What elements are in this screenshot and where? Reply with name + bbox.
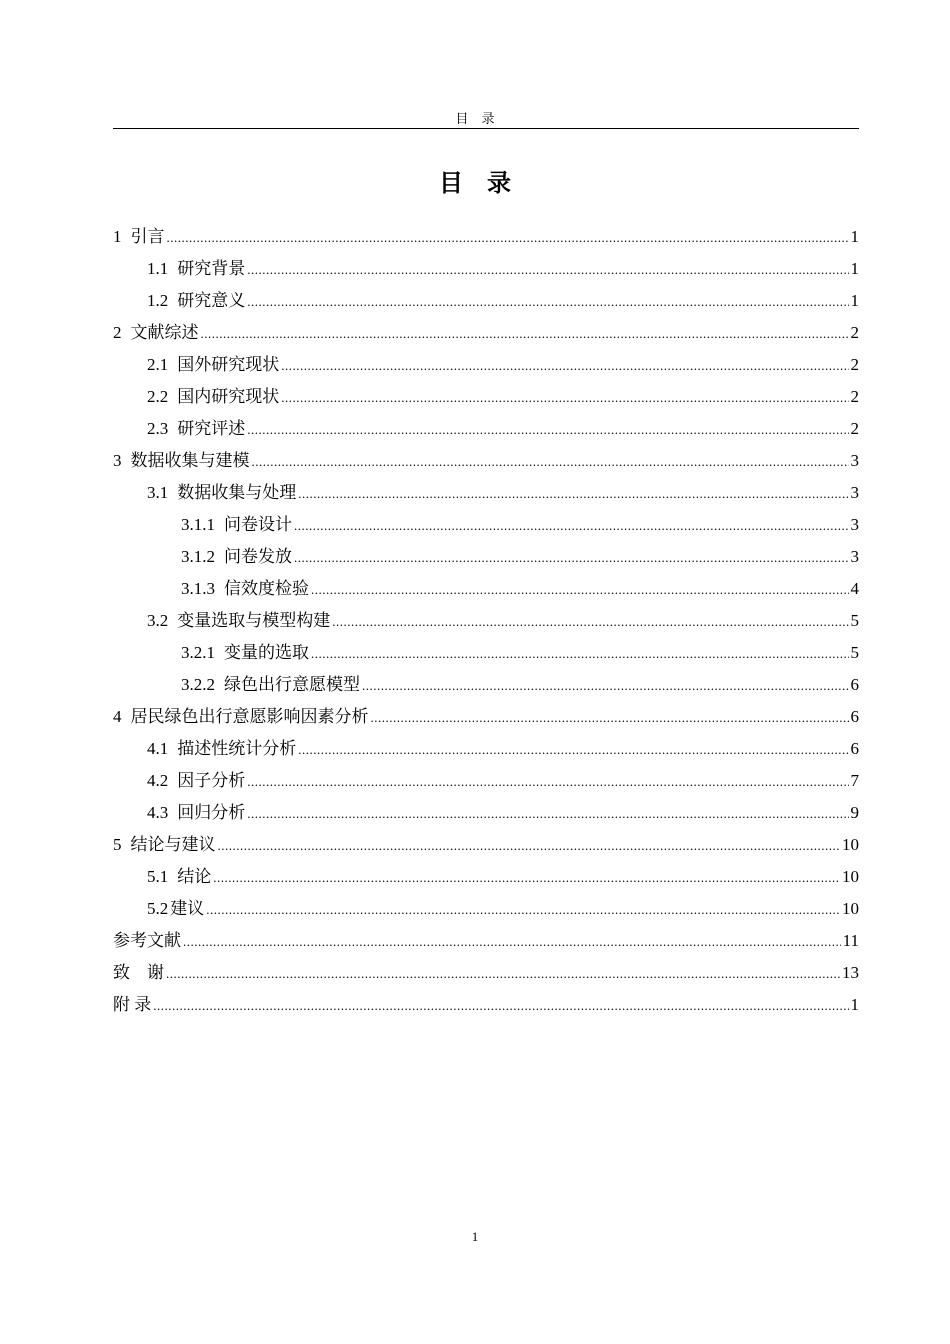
toc-entry-title: 研究评述	[177, 419, 246, 438]
toc-entry-number: 1.1	[147, 259, 169, 278]
toc-entry-page: 2	[850, 355, 859, 374]
toc-entry-page: 3	[850, 451, 859, 470]
toc-entry[interactable]	[113, 989, 859, 1021]
dot-leader	[166, 958, 840, 990]
toc-entry-number: 1.2	[147, 291, 169, 310]
toc-entry-page: 1	[850, 227, 859, 246]
toc-entry[interactable]	[113, 733, 859, 765]
toc-entry[interactable]	[113, 573, 859, 605]
dot-leader	[252, 446, 849, 478]
toc-entry-title: 结论与建议	[130, 835, 216, 854]
dot-leader	[247, 766, 848, 798]
toc-entry[interactable]	[113, 541, 859, 573]
toc-entry-page: 3	[850, 547, 859, 566]
toc-entry[interactable]	[113, 477, 859, 509]
toc-entry-title: 国内研究现状	[177, 387, 280, 406]
dot-leader	[247, 286, 848, 318]
toc-entry-page: 2	[850, 387, 859, 406]
toc-entry-title: 参考文献	[113, 931, 181, 950]
toc-entry-title: 引言	[130, 227, 165, 246]
toc-entry-page: 1	[850, 995, 859, 1014]
toc-entry-title: 变量选取与模型构建	[177, 611, 331, 630]
toc-entry[interactable]	[113, 509, 859, 541]
dot-leader	[247, 798, 848, 830]
toc-entry-number: 2.1	[147, 355, 169, 374]
toc-entry-title: 数据收集与处理	[177, 483, 297, 502]
dot-leader	[298, 734, 848, 766]
running-header: 目 录	[455, 111, 495, 126]
dot-leader	[201, 318, 849, 350]
dot-leader	[153, 990, 848, 1022]
toc-entry-number: 3.1.2	[181, 547, 215, 566]
page-number: 1	[471, 1229, 479, 1244]
toc-entry-number: 2.3	[147, 419, 169, 438]
toc-entry-number: 4	[113, 707, 122, 726]
toc-entry-title: 问卷设计	[224, 515, 292, 534]
header-rule	[113, 128, 859, 129]
dot-leader	[298, 478, 848, 510]
toc-entry-page: 6	[850, 707, 859, 726]
toc-entry[interactable]	[113, 637, 859, 669]
dot-leader	[247, 414, 848, 446]
toc-entry-number: 5	[113, 835, 122, 854]
toc-entry-title: 回归分析	[177, 803, 246, 822]
dot-leader	[311, 574, 849, 606]
toc-entry-page: 6	[850, 739, 859, 758]
toc-entry-page: 5	[850, 643, 859, 662]
toc-entry-page: 3	[850, 515, 859, 534]
toc-entry-number: 3.2.1	[181, 643, 215, 662]
dot-leader	[213, 862, 840, 894]
toc-entry-title: 研究背景	[177, 259, 246, 278]
dot-leader	[294, 542, 849, 574]
toc-entry[interactable]	[113, 413, 859, 445]
toc-entry-number: 3	[113, 451, 122, 470]
toc-entry[interactable]	[113, 381, 859, 413]
toc-entry-title: 附 录	[113, 995, 152, 1014]
toc-entry-title: 居民绿色出行意愿影响因素分析	[130, 707, 369, 726]
toc-entry-title: 数据收集与建模	[130, 451, 250, 470]
toc-entry[interactable]	[113, 765, 859, 797]
toc-entry-page: 2	[850, 419, 859, 438]
dot-leader	[294, 510, 849, 542]
toc-entry-page: 10	[842, 899, 859, 918]
toc-entry[interactable]	[113, 605, 859, 637]
toc-entry-number: 3.1.3	[181, 579, 215, 598]
toc-entry-number: 1	[113, 227, 122, 246]
toc-entry-number: 4.1	[147, 739, 169, 758]
toc-entry[interactable]	[113, 829, 859, 861]
toc-entry-number: 5.2	[147, 899, 169, 918]
toc-entry-page: 1	[850, 259, 859, 278]
toc-entry-number: 5.1	[147, 867, 169, 886]
toc-entry[interactable]	[113, 445, 859, 477]
toc-entry-page: 10	[842, 867, 859, 886]
toc-entry[interactable]	[113, 861, 859, 893]
toc-entry-number: 3.2	[147, 611, 169, 630]
dot-leader	[371, 702, 849, 734]
toc-entry[interactable]	[113, 349, 859, 381]
dot-leader	[311, 638, 849, 670]
toc-entry-number: 4.2	[147, 771, 169, 790]
toc-entry-page: 2	[850, 323, 859, 342]
dot-leader	[362, 670, 849, 702]
dot-leader	[247, 254, 848, 286]
dot-leader	[206, 894, 840, 926]
toc-entry-number: 2	[113, 323, 122, 342]
toc-entry-number: 3.1.1	[181, 515, 215, 534]
toc-entry-page: 4	[850, 579, 859, 598]
toc-entry-title: 信效度检验	[224, 579, 309, 598]
dot-leader	[332, 606, 848, 638]
toc-entry[interactable]	[113, 285, 859, 317]
toc-entry-number: 2.2	[147, 387, 169, 406]
table-of-contents	[113, 221, 859, 1021]
toc-entry-page: 7	[850, 771, 859, 790]
dot-leader	[167, 222, 849, 254]
toc-entry-title: 建议	[170, 899, 205, 918]
toc-entry[interactable]	[113, 317, 859, 349]
toc-entry-title: 国外研究现状	[177, 355, 280, 374]
toc-entry-page: 13	[842, 963, 859, 982]
toc-entry-page: 3	[850, 483, 859, 502]
toc-entry[interactable]	[113, 797, 859, 829]
toc-entry-page: 11	[842, 931, 859, 950]
toc-entry-title: 绿色出行意愿模型	[224, 675, 360, 694]
page-title: 目 录	[439, 169, 511, 197]
toc-entry-title: 研究意义	[177, 291, 246, 310]
toc-entry-title: 结论	[177, 867, 212, 886]
dot-leader	[218, 830, 841, 862]
dot-leader	[281, 382, 848, 414]
toc-entry-title: 文献综述	[130, 323, 199, 342]
toc-entry-number: 3.2.2	[181, 675, 215, 694]
toc-entry-number: 3.1	[147, 483, 169, 502]
toc-entry-number: 4.3	[147, 803, 169, 822]
dot-leader	[281, 350, 848, 382]
toc-entry[interactable]	[113, 669, 859, 701]
toc-entry[interactable]	[113, 701, 859, 733]
toc-entry[interactable]	[113, 221, 859, 253]
toc-entry-title: 致 谢	[113, 963, 164, 982]
toc-entry[interactable]	[113, 925, 859, 957]
toc-entry-page: 9	[850, 803, 859, 822]
toc-entry-title: 描述性统计分析	[177, 739, 297, 758]
toc-entry[interactable]	[113, 957, 859, 989]
toc-entry-page: 6	[850, 675, 859, 694]
toc-entry-title: 变量的选取	[224, 643, 309, 662]
toc-entry[interactable]	[113, 893, 859, 925]
toc-entry-title: 因子分析	[177, 771, 246, 790]
toc-entry-page: 10	[842, 835, 859, 854]
toc-entry-title: 问卷发放	[224, 547, 292, 566]
toc-entry-page: 5	[850, 611, 859, 630]
toc-entry-page: 1	[850, 291, 859, 310]
toc-entry[interactable]	[113, 253, 859, 285]
dot-leader	[183, 926, 841, 958]
